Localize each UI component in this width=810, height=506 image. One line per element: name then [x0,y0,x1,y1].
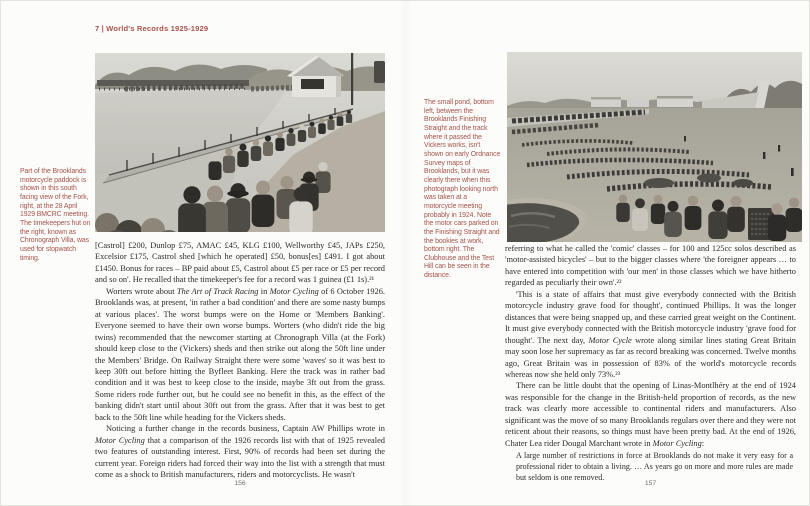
body-paragraph: There can be little doubt that the opening of Linas-Montlhéry at the end of 1924 was responsible for the change in the British-held proportion of records, as the new track was clearly more accessible to continental riders and manufacturers. Also significant was the move of so many Brooklands regulars over there and they were not reticent about their reasons, so things must have been pretty bad. At the end of 1926, Chater Lea rider Dougal Marchant wrote in Motor Cycling: [505,381,796,448]
right-photo-caption: The small pond, bottom left, between the Brooklands Finishing Straight and the track where it passed the Vickers works, isn't shown on early Ordnance Survey maps of Brooklands, but it was clearly there when this photograph looking north was taken at a motorcycle meeting probably in 1924. Note the motor cars parked on the Finishing Straight and the bookies at work, bottom right. The Clubhouse and the Test Hill can be seen in the distance. [424,99,501,280]
body-paragraph: A large number of restrictions in force at Brooklands do not make it very easy for a professional rider to obtain a living. … As years go on more and more rules are made but seldom is one removed. [516,451,793,482]
left-page-body [95,240,385,481]
body-paragraph: [Castrol] £200, Dunlop £75, AMAC £45, KLG £100, Wellworthy £45, JAPs £250, Excelsior £175, Castrol shed [which he operated] £50, bonus[es] £491. I got about £1450. Bonus for races – BP paid about £5, Castrol about £5 per race or £5 per record and so on'. He recalled that the timekeeper's fee for a record was 1 guinea (£1 1s).²¹ [95,241,385,285]
left-photo-caption: Part of the Brooklands motorcycle paddock is shown in this south facing view of the Fork, right, at the 28 April 1929 BMCRC meeting. The timekeepers hut on the right, known as Chronograph Villa, was used for stopwatch timing. [20,168,91,262]
chapter-header: 7 | World's Records 1925-1929 [95,24,209,33]
photo-vehicle [374,61,385,83]
right-page-photo [507,52,802,242]
body-paragraph: Worters wrote about The Art of Track Racing in Motor Cycling of 6 October 1926. Brooklands was, at present, 'in rather a bad condition' and there are some nasty bumps at various places'. The worst bumps were on the Home or 'Members Banking'. Everyone seemed to have their own worse bumps. Worters (who didn't ride the big twins) recommended that the newcomer starting at Chronograph Villa (at the Fork) should keep close to the (Vickers) sheds and then strike out along the 50ft line under the Members' Bridge. On Railway Straight there were some 'waves' so it was best to keep 30ft out before hitting the Byfleet Banking. Here the track was in rather bad condition and it was best to keep close to the inside, maybe 3ft out from the grass. Some riders rode further out, but he could see no benefit in this, as the effect of the banking didn't start until about 30ft out from the grass. After that it was best to get back to the 50ft line while heading for the Vickers sheds. [95,286,385,422]
left-page-photo [95,53,385,232]
paddock-crowd-photo [95,53,385,232]
body-paragraph: 'This is a state of affairs that must give everybody connected with the British motorcycle industry grave food for thought', continued Phillips. It was the longer distances that were being snapped up, and these carried great weight on the Continent. It must give everybody connected with the British motorcycle industry 'grave food for thought'. The next day, Motor Cycle wrote along similar lines stating Great Britain may soon lose her supremacy as far as record breaking was concerned. Twelve months ago, Great Britain was in possession of 83% of the world's motorcycle records whereas now she held only 73%.²³ [505,289,796,379]
right-page-number: 157 [644,480,657,487]
body-paragraph: Noticing a further change in the records business, Captain AW Phillips wrote in Motor Cycling that a comparison of the 1926 records list with that of 1925 revealed two features of outstanding interest. First, 90% of records had been set during the current year. Foreign riders had forced their way into the list with a strength that must come as a shock to British manufacturers, riders and motorcyclists. He wasn't [95,424,385,480]
bookies-board [748,203,786,241]
finishing-straight-photo [507,52,802,242]
right-page-body [505,243,796,484]
left-page-number: 156 [234,480,246,487]
telegraph-pole [351,53,353,105]
body-paragraph: referring to what he called the 'comic' classes – for 100 and 125cc solos described as 'motor-assisted bicycles' – but to the bigger classes where 'the foreigner appears … to have entered into competition with 'our men' in those classes which we have hitherto regarded as peculiarly their own'.²² [505,244,796,288]
